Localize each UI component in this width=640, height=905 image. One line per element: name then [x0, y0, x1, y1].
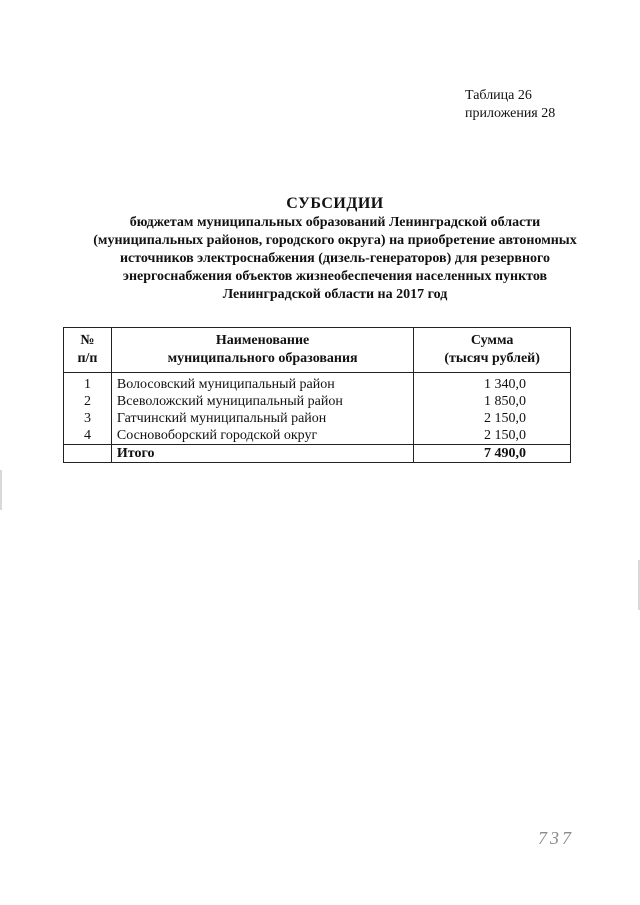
left-edge-mark: [0, 470, 2, 510]
title-line-1: бюджетам муниципальных образований Ленинградской области: [129, 215, 541, 230]
row-sum: 2 150,0: [414, 427, 571, 445]
table-row: [64, 373, 571, 394]
row-name: Волосовский муниципальный район: [111, 373, 413, 394]
total-label: Итого: [111, 445, 413, 463]
header-number-line2: п/п: [77, 351, 98, 366]
row-number: 2: [64, 393, 112, 410]
reference-appendix-number: приложения 28: [465, 106, 556, 121]
header-number-line1: №: [80, 333, 95, 348]
title-line-4: энергоснабжения объектов жизнеобеспечения населенных пунктов: [122, 269, 548, 284]
total-row: [64, 445, 571, 463]
header-sum: [414, 328, 571, 373]
row-number: 3: [64, 410, 112, 427]
table-header-row: [64, 328, 571, 373]
row-name: Всеволожский муниципальный район: [111, 393, 413, 410]
title-line-2: (муниципальных районов, городского округа) на приобретение автономных: [93, 233, 577, 248]
row-sum: 2 150,0: [414, 410, 571, 427]
row-sum: 1 850,0: [414, 393, 571, 410]
header-sum-line1: Сумма: [470, 333, 514, 348]
row-name: Сосновоборский городской округ: [111, 427, 413, 445]
header-sum-line2: (тысяч рублей): [444, 351, 540, 366]
table-row: [64, 410, 571, 427]
table-row: [64, 393, 571, 410]
header-number: [64, 328, 112, 373]
total-sum: 7 490,0: [414, 445, 571, 463]
total-number-cell: [64, 445, 112, 463]
page-number: 737: [538, 828, 574, 848]
row-number: 4: [64, 427, 112, 445]
reference-table-number: Таблица 26: [465, 88, 532, 103]
row-sum: 1 340,0: [414, 373, 571, 394]
title-heading: СУБСИДИИ: [286, 195, 384, 212]
document-title: [40, 194, 630, 304]
subsidies-table: [63, 327, 571, 463]
header-name-line1: Наименование: [215, 333, 310, 348]
header-name: [111, 328, 413, 373]
row-number: 1: [64, 373, 112, 394]
row-name: Гатчинский муниципальный район: [111, 410, 413, 427]
title-line-3: источников электроснабжения (дизель-генераторов) для резервного: [119, 251, 551, 266]
title-line-5: Ленинградской области на 2017 год: [222, 287, 448, 302]
table-row: [64, 427, 571, 445]
header-name-line2: муниципального образования: [167, 351, 358, 366]
table-reference: [465, 87, 555, 123]
